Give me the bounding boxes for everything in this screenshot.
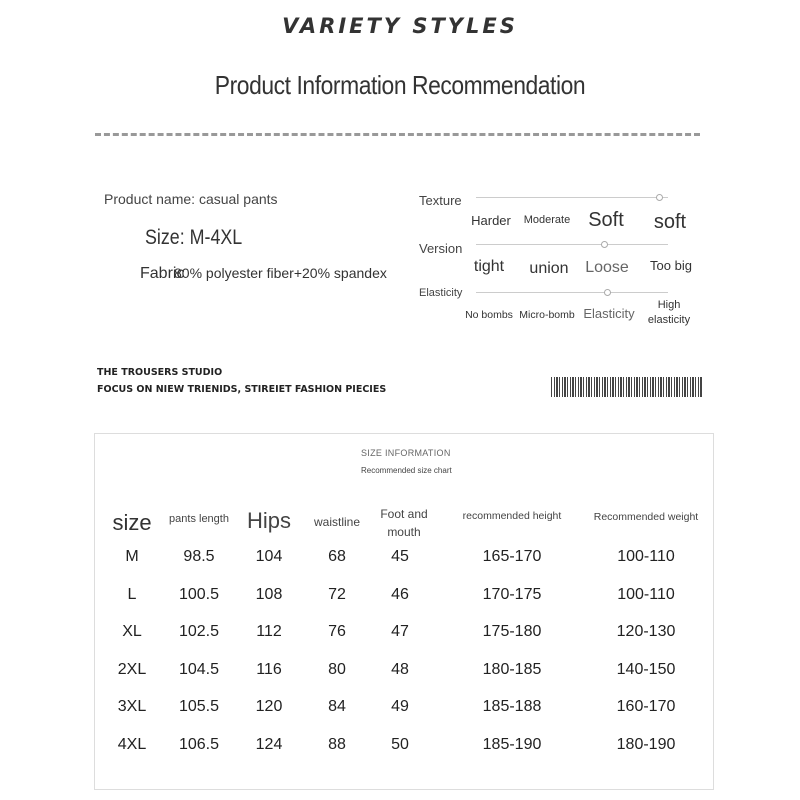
table-cell: 140-150 [616,660,676,678]
table-cell: 80 [328,660,346,678]
size-chart-subtitle: Recommended size chart [361,466,452,475]
brand-title: VARIETY STYLES [282,14,518,38]
table-cell: 185-188 [482,698,542,715]
header-hips: Hips [246,508,291,533]
table-cell: 102.5 [178,623,220,640]
header-size: size [112,510,152,535]
table-cell: 108 [255,585,283,603]
table-cell: 116 [256,660,282,678]
table-cell: 98.5 [183,548,215,565]
table-cell: 106.5 [178,735,220,753]
table-cell: 180-185 [482,660,542,678]
texture-option: Moderate [523,214,571,226]
barcode-image [551,377,703,397]
version-label: Version [419,241,463,256]
table-cell: 45 [391,548,409,565]
size-cell: L [127,585,137,603]
table-cell: 84 [328,698,346,715]
divider [95,133,700,136]
fabric-label: Fabric [140,265,185,282]
table-cell: 48 [391,660,409,678]
version-scale-line [476,244,668,245]
table-cell: 100.5 [178,585,220,603]
elasticity-option: No bombs [465,309,513,321]
size-chart-title: SIZE INFORMATION [361,448,451,458]
elasticity-label: Elasticity [419,287,463,299]
table-cell: 120 [255,698,283,715]
version-option: Too big [650,258,692,273]
elasticity-option: High elasticity [647,299,691,326]
table-cell: 46 [391,585,409,603]
table-cell: 175-180 [482,623,542,640]
table-cell: 165-170 [482,548,542,565]
header-foot-and-mouth: Foot and mouth [380,507,428,539]
texture-option: Harder [471,213,511,228]
studio-tagline: FOCUS ON NIEW TRIENIDS, STIREIET FASHION PIECIES [97,384,387,395]
table-cell: 72 [328,585,346,603]
texture-scale-line [476,197,668,198]
table-cell: 49 [391,698,409,715]
size-cell: XL [122,623,142,640]
version-scale-marker [601,241,608,248]
product-size: Size: M-4XL [145,226,243,249]
size-cell: 3XL [117,698,147,715]
version-option: tight [473,258,505,275]
table-cell: 76 [328,623,346,640]
header-waistline: waistline [313,515,361,529]
header-pants-length: pants length [169,513,229,525]
size-cell: 2XL [117,660,147,678]
table-cell: 170-175 [482,585,542,603]
page-title: Product Information Recommendation [214,70,586,100]
studio-name: THE TROUSERS STUDIO [97,367,223,378]
table-cell: 88 [328,735,346,753]
table-cell: 50 [391,735,409,753]
size-cell: M [125,548,139,565]
table-cell: 105.5 [178,698,220,715]
table-cell: 68 [328,548,346,565]
version-option: union [529,260,569,277]
table-cell: 104 [255,548,283,565]
texture-option: Soft [588,209,624,231]
table-cell: 47 [391,623,409,640]
elasticity-scale-marker [604,289,611,296]
table-cell: 100-110 [617,548,675,565]
texture-option: soft [653,211,687,233]
table-cell: 104.5 [178,660,220,678]
table-cell: 112 [256,623,282,640]
table-cell: 124 [255,735,283,753]
header-recommended-height: recommended height [462,510,562,522]
fabric-value: 80% polyester fiber+20% spandex [174,265,387,281]
version-option: Loose [585,259,629,276]
product-name: Product name: casual pants [104,191,278,207]
table-cell: 120-130 [616,623,676,640]
elasticity-option: Micro-bomb [519,309,575,321]
texture-label: Texture [419,193,462,208]
table-cell: 180-190 [616,735,676,753]
elasticity-option: Elasticity [583,306,635,321]
table-cell: 100-110 [617,585,675,603]
header-recommended-weight: Recommended weight [593,511,699,523]
size-cell: 4XL [117,735,147,753]
texture-scale-marker [656,194,663,201]
elasticity-scale-line [476,292,668,293]
table-cell: 160-170 [616,698,676,715]
table-cell: 185-190 [482,735,542,753]
